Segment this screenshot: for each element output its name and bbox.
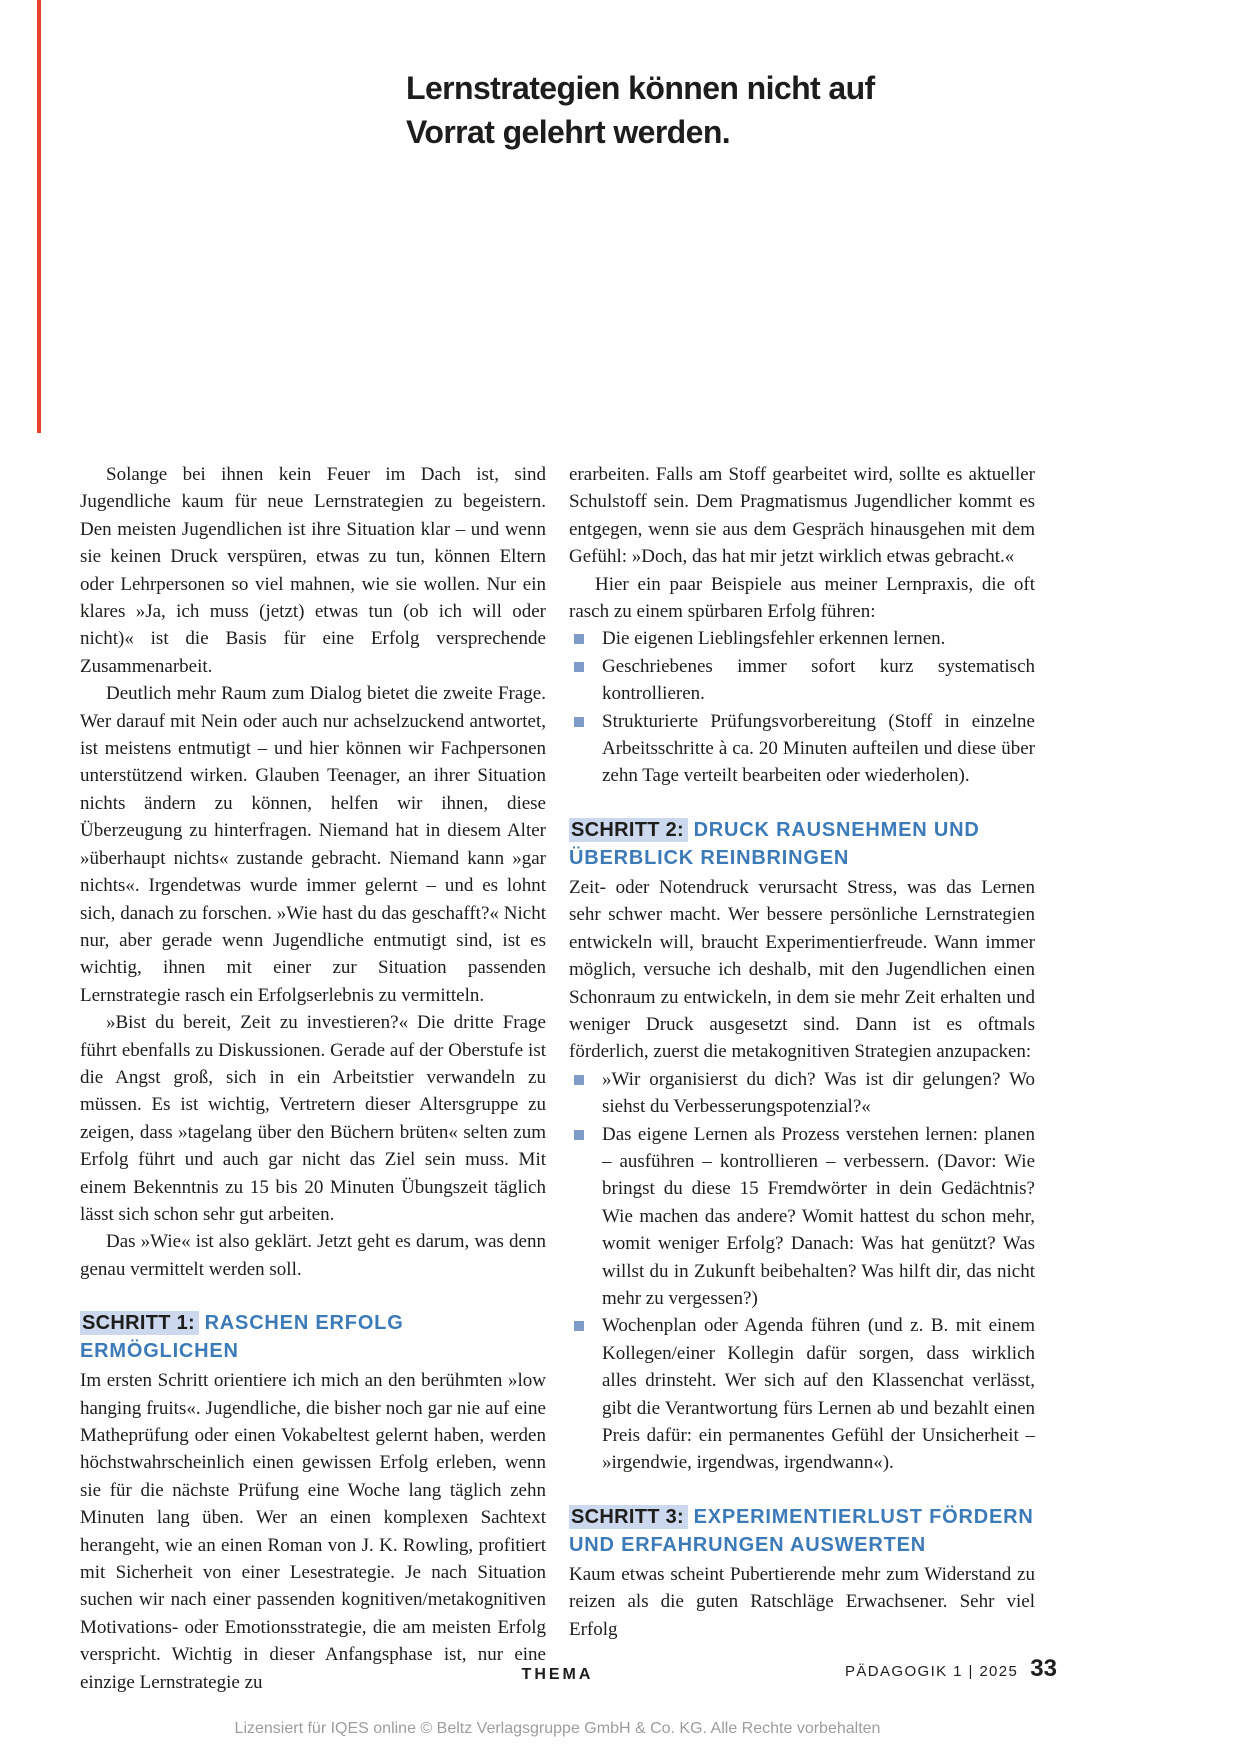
paragraph-zeit: »Bist du bereit, Zeit zu investieren?« Die dritte Frage führt ebenfalls zu Diskussionen. Gerade auf der Oberstufe ist die Angst groß, sich in ein Arbeitstier verwandeln zu müssen. Es ist wichtig, Vertretern dieser Altersgruppe zu zeigen, dass »tagelang über den Büchern brüten« selten zum Erfolg führt und auch gar nicht das Ziel sein muss. Mit einem Bekenntnis zu 15 bis 20 Minuten Übungszeit täglich lässt sich schon sehr gut arbeiten. [80,1012,546,1225]
section-heading-schritt-3 [569,1503,1035,1559]
bullet-square-icon [574,717,584,727]
list-item-text: Geschriebenes immer sofort kurz systematisch kontrollieren. [602,655,1035,705]
paragraph-schritt2-body: Zeit- oder Notendruck verursacht Stress, was das Lernen sehr schwer macht. Wer bessere persönliche Lernstrategien entwickeln will, braucht Experimentierfreude. Wann immer möglich, versuche ich deshalb, mit den Jugendlichen einen Schonraum zu entwickeln, in dem sie mehr Zeit erhalten und weniger Druck ausgesetzt sind. Dann ist es oftmals förderlich, zuerst die metakognitiven Strategien anzupacken: [569,876,1035,1063]
page-number: 33 [1030,1655,1057,1682]
paragraph-dialog: Deutlich mehr Raum zum Dialog bietet die zweite Frage. Wer darauf mit Nein oder auch nur achselzuckend antwortet, ist meistens entmutigt – und hier können wir Fachpersonen unterstützend wirken. Glauben Teenager, an ihrer Situation nichts ändern zu können, helfen wir ihnen, diese Überzeugung zu hinterfragen. Niemand hat in diesem Alter »überhaupt nichts« zustande gebracht. Niemand kann »gar nichts«. Irgendetwas wurde immer gelernt – und es lohnt sich, danach zu forschen. »Wie hast du das geschafft?« Nicht nur, aber gerade wenn Jugendliche entmutigt sind, ist es wichtig, ihnen mit einer zur Situation passenden Lernstrategie rasch ein Erfolgserlebnis zu vermitteln. [80,683,546,1006]
bullet-square-icon [574,1075,584,1085]
right-column [569,461,1035,1643]
paragraph-schritt1-body: Im ersten Schritt orientiere ich mich an den berühmten »low hanging fruits«. Jugendliche, die bisher noch gar nie auf eine Matheprüfung oder einen Vokabeltest gelernt haben, werden höchstwahrscheinlich einen gewissen Erfolg erleben, wenn sie für die nächste Prüfung eine Woche lang täglich zehn Minuten lang üben. Wer an einen komplexen Sachtext herangeht, wie an einen Roman von J. K. Rowling, profitiert mit Sicherheit von einer Lesestrategie. Je nach Situation suchen wir nach einer passenden kognitiven/metakognitiven Motivations- oder Emotionsstrategie, die am meisten Erfolg verspricht. Wichtig in dieser Anfangsphase ist, nur eine einzige Lernstrategie zu [80,1370,546,1693]
list-item-text: Das eigene Lernen als Prozess verstehen lernen: planen – ausführen – kontrollieren – verbessern. (Davor: Wie bringst du diese 15 Fremdwörter in dein Gedächtnis? Wie machen das andere? Womit hattest du schon mehr, womit weniger Erfolg? Danach: Was hat genützt? Was willst du in Zukunft beibehalten? Was hilft dir, das nicht mehr zu vergessen?) [602,1123,1035,1309]
step-title: DRUCK RAUSNEHMEN UND ÜBERBLICK REINBRINGEN [569,818,980,869]
list-item [569,1066,1035,1121]
paragraph-intro: Solange bei ihnen kein Feuer im Dach ist, sind Jugendliche kaum für neue Lernstrategien zu begeistern. Den meisten Jugendlichen ist ihre Situation klar – und wenn sie keinen Druck verspüren, etwas zu tun, können Eltern oder Lehrpersonen so viel mahnen, wie sie wollen. Nur ein klares »Ja, ich muss (jetzt) etwas tun (ob ich will oder nicht)« ist die Basis für eine Erfolg versprechende Zusammenarbeit. [80,464,546,677]
step-label: SCHRITT 2: [569,818,688,842]
title-line-2: Vorrat gelehrt werden. [406,114,731,150]
list-item [569,1312,1035,1476]
title-line-1: Lernstrategien können nicht auf [406,70,875,106]
paragraph-continuation: erarbeiten. Falls am Stoff gearbeitet wird, sollte es aktueller Schulstoff sein. Dem Pragmatismus Jugendlicher kommt es entgegen, wenn sie aus dem Gespräch hinausgehen mit dem Gefühl: »Doch, das hat mir jetzt wirklich etwas gebracht.« [569,464,1035,568]
list-item [569,1121,1035,1313]
journal-name: PÄDAGOGIK 1 | 2025 [844,1663,1019,1680]
footer-section-label: THEMA [521,1666,594,1683]
page-title [406,66,875,154]
bullet-square-icon [574,1321,584,1331]
step-label: SCHRITT 3: [569,1505,688,1529]
license-notice: Lizensiert für IQES online © Beltz Verlagsgruppe GmbH & Co. KG. Alle Rechte vorbehalten [234,1720,881,1737]
paragraph-beispiele: Hier ein paar Beispiele aus meiner Lernpraxis, die oft rasch zu einem spürbaren Erfolg führen: [569,573,1035,623]
left-column [80,461,546,1696]
accent-rule [37,0,41,433]
step-title: RASCHEN ERFOLG ERMÖGLICHEN [80,1312,404,1363]
list-item-text: Die eigenen Lieblingsfehler erkennen lernen. [602,628,946,650]
step-title: EXPERIMENTIERLUST FÖRDERN UND ERFAHRUNGEN AUSWERTEN [569,1505,1034,1556]
step-label: SCHRITT 1: [80,1311,199,1335]
list-item [569,625,1035,652]
footer-page-info [845,1655,1057,1683]
section-heading-schritt-1 [80,1309,546,1365]
bullet-square-icon [574,634,584,644]
list-item-text: Strukturierte Prüfungsvorbereitung (Stoff in einzelne Arbeitsschritte à ca. 20 Minuten aufteilen und diese über zehn Tage verteilt bearbeiten oder wiederholen). [602,710,1035,787]
list-item [569,708,1035,790]
list-item-text: »Wir organisierst du dich? Was ist dir gelungen? Wo siehst du Verbesserungspotenzial?« [602,1068,1035,1118]
paragraph-schritt3-body: Kaum etwas scheint Pubertierende mehr zum Widerstand zu reizen als die guten Ratschläge Erwachsener. Sehr viel Erfolg [569,1563,1035,1640]
section-heading-schritt-2 [569,816,1035,872]
list-item [569,653,1035,708]
paragraph-wie: Das »Wie« ist also geklärt. Jetzt geht es darum, was denn genau vermittelt werden soll. [80,1231,546,1280]
bullet-square-icon [574,1130,584,1140]
bullet-square-icon [574,662,584,672]
list-item-text: Wochenplan oder Agenda führen (und z. B. mit einem Kollegen/einer Kollegin dafür sorgen, dass wirklich alles drinsteht. Wer sich auf den Klassenchat verlässt, gibt die Verantwortung fürs Lernen ab und bezahlt einen Preis dafür: ein permanentes Gefühl der Unsicherheit – »irgendwie, irgendwas, irgendwann«). [602,1315,1035,1474]
